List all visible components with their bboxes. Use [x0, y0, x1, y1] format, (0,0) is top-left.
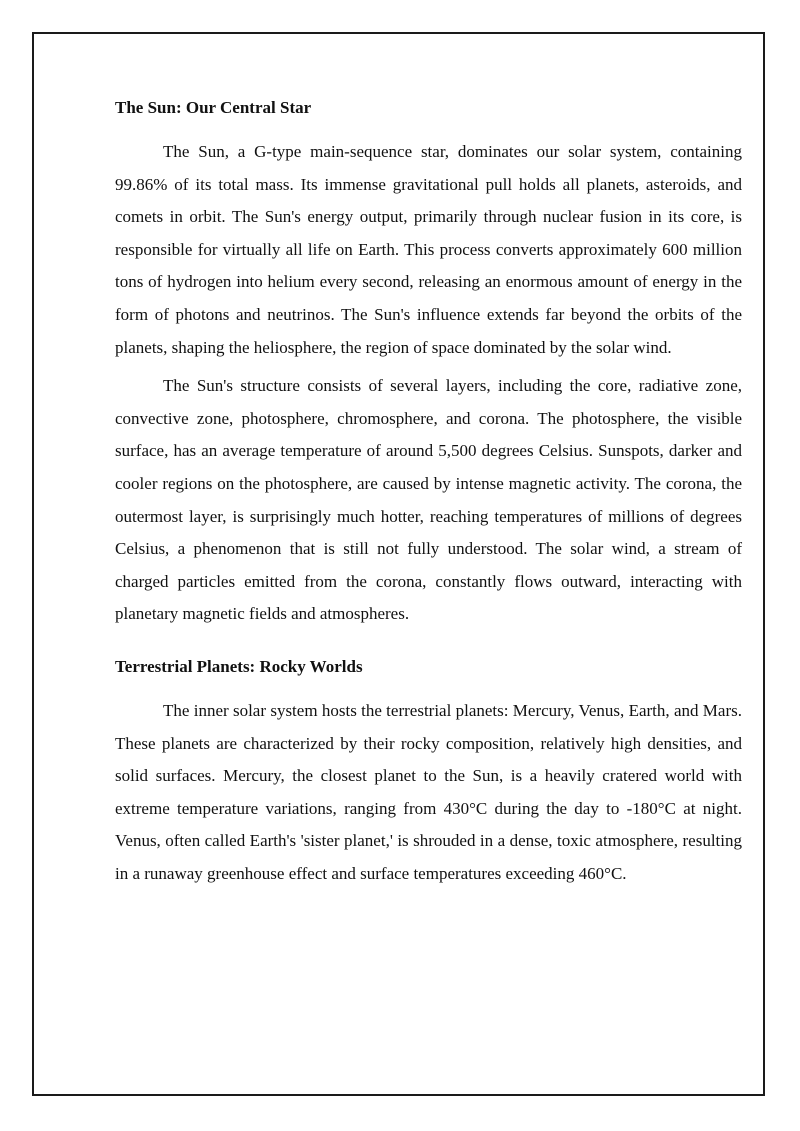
- section-heading: The Sun: Our Central Star: [115, 98, 312, 117]
- section-the-sun: [115, 96, 742, 631]
- document-body: [115, 96, 742, 896]
- paragraph: The Sun's structure consists of several layers, including the core, radiative zone, convective zone, photosphere, chromosphere, and corona. The photosphere, the visible surface, has an average temperature of around 5,500 degrees Celsius. Sunspots, darker and cooler regions on the photosphere, are caused by intense magnetic activity. The corona, the outermost layer, is surprisingly much hotter, reaching temperatures of millions of degrees Celsius, a phenomenon that is still not fully understood. The solar wind, a stream of charged particles emitted from the corona, constantly flows outward, interacting with planetary magnetic fields and atmospheres.: [115, 376, 742, 624]
- section-terrestrial-planets: [115, 655, 742, 891]
- section-heading: Terrestrial Planets: Rocky Worlds: [115, 656, 363, 676]
- paragraph: The inner solar system hosts the terrestrial planets: Mercury, Venus, Earth, and Mars. These planets are characterized by their rocky composition, relatively high densities, and solid surfaces. Mercury, the closest planet to the Sun, is a heavily cratered world with extreme temperature variations, ranging from 430°C during the day to -180°C at night. Venus, often called Earth's 'sister planet,' is shrouded in a dense, toxic atmosphere, resulting in a runaway greenhouse effect and surface temperatures exceeding 460°C.: [115, 700, 742, 883]
- section-spacer: [115, 637, 742, 655]
- paragraph: The Sun, a G-type main-sequence star, dominates our solar system, containing 99.86% of its total mass. Its immense gravitational pull holds all planets, asteroids, and comets in orbit. The Sun's energy output, primarily through nuclear fusion in its core, is responsible for virtually all life on Earth. This process converts approximately 600 million tons of hydrogen into helium every second, releasing an enormous amount of energy in the form of photons and neutrinos. The Sun's influence extends far beyond the orbits of the planets, shaping the heliosphere, the region of space dominated by the solar wind.: [115, 142, 742, 357]
